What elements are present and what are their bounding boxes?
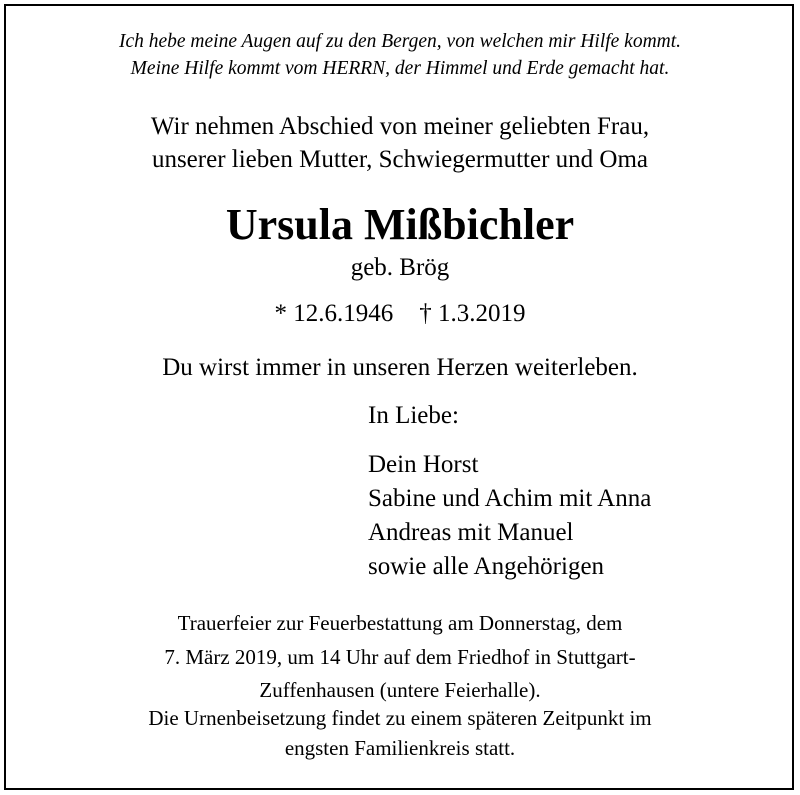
deceased-name: Ursula Mißbichler (225, 200, 575, 249)
service-line-5: engsten Familienkreis statt. (284, 736, 516, 760)
mourner-name: Andreas mit Manuel (368, 519, 574, 546)
intro-line-2: unserer lieben Mutter, Schwiegermutter und Oma (151, 146, 649, 173)
service-line-1: Trauerfeier zur Feuerbestattung am Donnerstag, dem (177, 611, 623, 635)
closing-line: Du wirst immer in unseren Herzen weiterleben. (162, 354, 638, 381)
life-dates (0, 300, 800, 328)
mourner-name: Sabine und Achim mit Anna (368, 485, 652, 512)
service-line-3: Zuffenhausen (untere Feierhalle). (259, 678, 541, 702)
service-line-2: 7. März 2019, um 14 Uhr auf dem Friedhof in Stuttgart- (164, 645, 636, 669)
mourners-heading: In Liebe: (368, 402, 459, 429)
intro-line-1: Wir nehmen Abschied von meiner geliebten Frau, (150, 113, 650, 140)
birth-date: * 12.6.1946 (274, 300, 394, 327)
verse-line-2: Meine Hilfe kommt vom HERRN, der Himmel und Erde gemacht hat. (130, 58, 670, 79)
birth-name: geb. Brög (350, 254, 450, 281)
service-line-4: Die Urnenbeisetzung findet zu einem späteren Zeitpunkt im (148, 706, 652, 730)
verse-line-1: Ich hebe meine Augen auf zu den Bergen, von welchen mir Hilfe kommt. (118, 31, 682, 52)
mourner-name: Dein Horst (368, 451, 479, 478)
mourner-name: sowie alle Angehörigen (368, 553, 605, 580)
death-date: † 1.3.2019 (419, 300, 526, 327)
